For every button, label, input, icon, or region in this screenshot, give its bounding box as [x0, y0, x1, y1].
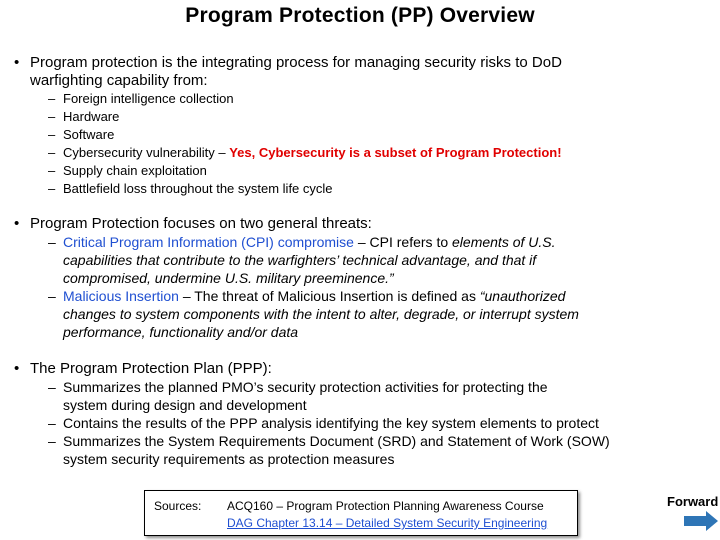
section1-intro-line1: Program protection is the integrating process for managing security risks to DoD — [30, 54, 562, 71]
forward-arrow-icon[interactable] — [684, 511, 718, 531]
sources-label: Sources: — [154, 499, 202, 513]
threat-mi-name: Malicious Insertion — [63, 288, 179, 304]
section3-intro: The Program Protection Plan (PPP): — [30, 360, 272, 377]
source-dag-link[interactable]: DAG Chapter 13.14 – Detailed System Security Engineering — [227, 516, 548, 530]
section2-intro: Program Protection focuses on two general threats: — [30, 215, 372, 232]
bullet-dot: • — [14, 54, 20, 71]
page-title: Program Protection (PP) Overview — [185, 4, 535, 27]
forward-label[interactable]: Forward — [667, 494, 719, 509]
cybersecurity-highlight: Yes, Cybersecurity is a subset of Program Protection! — [229, 145, 562, 160]
section1-intro-line2: warfighting capability from: — [30, 72, 208, 89]
threat-cpi-name: Critical Program Information (CPI) compromise — [63, 234, 354, 250]
cybersecurity-item: Cybersecurity vulnerability – — [63, 145, 226, 160]
source-acq160: ACQ160 – Program Protection Planning Awareness Course — [227, 499, 544, 513]
sources-box — [144, 490, 578, 536]
